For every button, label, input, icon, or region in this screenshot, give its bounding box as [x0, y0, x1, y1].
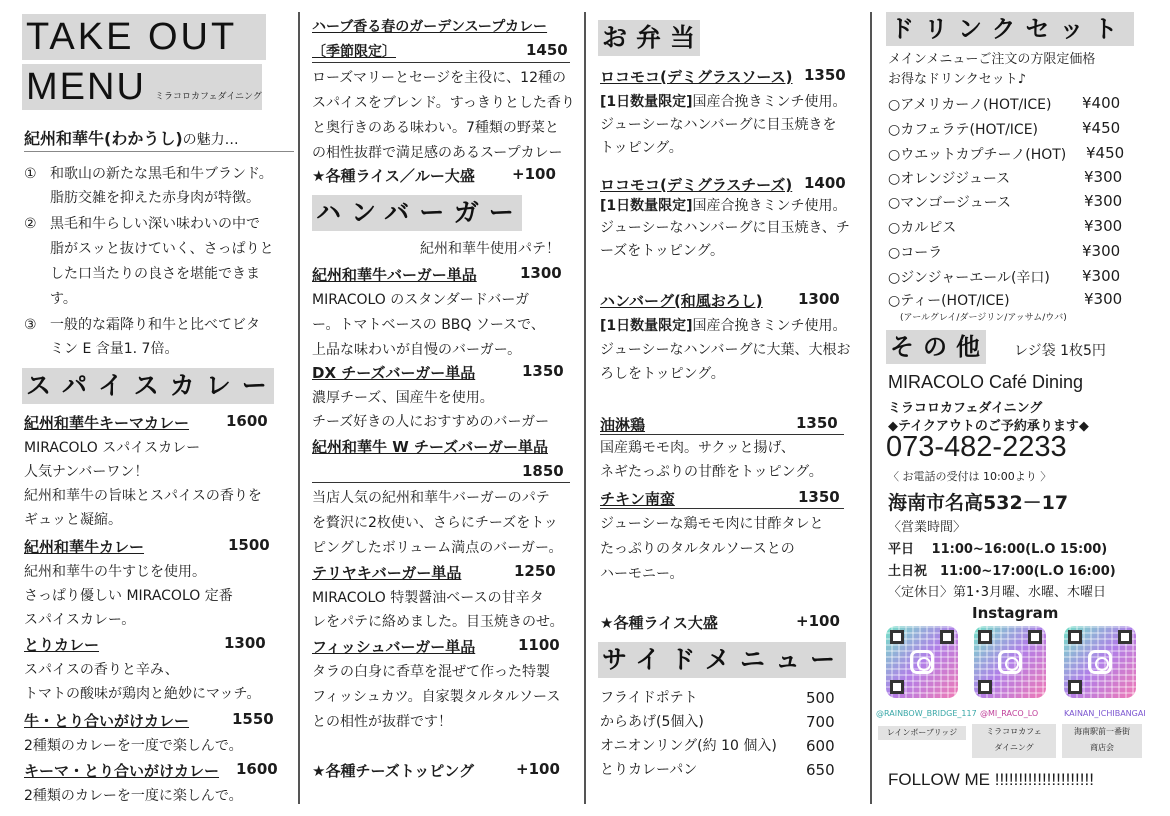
- drink-name: ○オレンジジュース: [888, 171, 1011, 187]
- side-item-price: 600: [806, 737, 835, 755]
- qr-finder: [890, 630, 904, 644]
- drink-name: ○カルピス: [888, 220, 957, 236]
- menu-item-desc: スパイスの香りと辛み、: [24, 662, 179, 678]
- title-menu-text: MENU: [26, 66, 146, 108]
- menu-item-desc: スパイスをブレンド。すっきりとした香り: [312, 95, 575, 111]
- menu-item-name: 紀州和華牛カレー: [24, 538, 145, 556]
- qr-finder: [1028, 630, 1042, 644]
- menu-item-price: 1250: [514, 562, 556, 580]
- menu-item-underline: [600, 434, 844, 435]
- qr-caption-line: 商店会: [1090, 743, 1114, 752]
- instagram-qr-code[interactable]: [974, 626, 1046, 698]
- soup-curry-underline: [312, 62, 570, 63]
- qr-caption-line: 海南駅前一番街: [1074, 727, 1130, 736]
- instagram-icon: [1088, 650, 1112, 674]
- menu-item-name: キーマ・とり合いがけカレー: [24, 762, 220, 780]
- menu-item-name: ハンバーグ(和風おろし): [600, 292, 763, 310]
- hours-weekday: 平日 11:00~16:00(L.O 15:00): [888, 542, 1108, 557]
- desc-text: 国産合挽きミンチ使用。: [692, 198, 847, 214]
- side-item-price: 650: [806, 761, 835, 779]
- title-subtitle: ミラコロカフェダイニング: [155, 92, 262, 102]
- menu-item-price: 1600: [236, 760, 278, 778]
- qr-caption: [1062, 724, 1142, 758]
- drink-name: ○ティー(HOT/ICE): [888, 293, 1010, 309]
- menu-item-desc: 2種類のカレーを一度で楽しんで。: [24, 738, 243, 754]
- menu-item-desc: ー。トマトベースの BBQ ソースで、: [312, 317, 545, 333]
- bag-fee-note: レジ袋 1枚5円: [1014, 343, 1106, 359]
- menu-item-desc: ローズマリーとセージを主役に、12種の: [312, 70, 566, 86]
- bento-rice-price: +100: [796, 612, 840, 630]
- qr-finder: [940, 630, 954, 644]
- point-line: ミン E 含量1. 7倍。: [50, 341, 179, 357]
- shop-name: MIRACOLO Café Dining: [888, 372, 1084, 392]
- menu-item-price: 1100: [518, 636, 560, 654]
- qr-handle: KAINAN_ICHIBANGAI: [1064, 709, 1146, 718]
- drink-name: ○コーラ: [888, 245, 943, 261]
- shop-address: 海南市名高532－17: [888, 492, 1069, 514]
- menu-item-desc: さっぱり優しい MIRACOLO 定番: [24, 588, 233, 604]
- point-line: 和歌山の新たな黒毛和牛ブランド。: [50, 166, 273, 182]
- menu-item-desc: ーズをトッピング。: [600, 243, 725, 259]
- drink-price: ¥300: [1084, 168, 1123, 186]
- qr-finder: [978, 680, 992, 694]
- menu-item-name: DX チーズバーガー単品: [312, 364, 476, 382]
- section-header-spice-curry: スパイスカレー: [22, 368, 274, 404]
- side-item-price: 700: [806, 713, 835, 731]
- menu-item-desc: ジューシーなハンバーグに大葉、大根お: [600, 342, 851, 358]
- drink-price: ¥300: [1084, 192, 1123, 210]
- wagyu-heading-title: 紀州和華牛(わかうし): [24, 129, 183, 148]
- section-header-hamburger: ハンバーガー: [312, 195, 522, 231]
- instagram-qr-code[interactable]: [1064, 626, 1136, 698]
- menu-item-desc: ジューシーな鶏モモ肉に甘酢タレと: [600, 516, 824, 532]
- menu-item-desc: ピングしたボリューム満点のバーガー。: [312, 540, 563, 556]
- menu-item-desc: と奥行きのある味わい。7種類の野菜と: [312, 120, 559, 136]
- side-item-name: オニオンリング(約 10 個入): [600, 738, 777, 754]
- menu-item-desc: フィッシュカツ。自家製タルタルソース: [312, 689, 561, 705]
- wagyu-point-3: [24, 313, 260, 357]
- qr-handle: @RAINBOW_BRIDGE_117: [876, 709, 977, 718]
- menu-item-desc: 紀州和華牛の旨味とスパイスの香りを: [24, 488, 262, 504]
- menu-item-desc: MIRACOLO 特製醤油ベースの甘辛タ: [312, 590, 544, 606]
- drink-name: ○ジンジャーエール(辛口): [888, 270, 1050, 286]
- menu-item-desc: チーズ好きの人におすすめのバーガー: [312, 414, 550, 430]
- point-line: 脂がスッと抜けていく、さっぱりと: [50, 241, 274, 257]
- follow-me-text: FOLLOW ME !!!!!!!!!!!!!!!!!!!!!: [888, 770, 1094, 789]
- column-divider: [870, 12, 872, 804]
- drink-price: ¥300: [1082, 242, 1121, 260]
- menu-item-name: 牛・とり合いがけカレー: [24, 712, 190, 730]
- instagram-qr-code[interactable]: [886, 626, 958, 698]
- menu-item-underline: [312, 482, 570, 483]
- menu-item-price: 1300: [520, 264, 562, 282]
- menu-item-name: フィッシュバーガー単品: [312, 638, 476, 656]
- point-line: す。: [50, 291, 77, 307]
- menu-item-price: 1300: [798, 290, 840, 308]
- side-item-price: 500: [806, 689, 835, 707]
- drink-name: ○マンゴージュース: [888, 195, 1011, 211]
- wagyu-heading-underline: [24, 151, 294, 152]
- closed-days: 〈定休日〉第1･3月曜、水曜、木曜日: [888, 585, 1107, 600]
- qr-finder: [1068, 630, 1082, 644]
- point-line: 脂肪交雑を抑えた赤身肉が特徴。: [50, 190, 260, 206]
- qr-caption: レインボーブリッジ: [878, 726, 966, 740]
- menu-item-desc: 濃厚チーズ、国産牛を使用。: [312, 390, 494, 406]
- title-menu: [22, 64, 262, 110]
- takeout-reservation-note: ◆テイクアウトのご予約承ります◆: [888, 419, 1089, 434]
- drink-name: ○カフェラテ(HOT/ICE): [888, 122, 1039, 138]
- wagyu-point-2: [24, 212, 274, 307]
- menu-item-price: 1300: [224, 634, 266, 652]
- drink-price: ¥400: [1082, 94, 1121, 112]
- drink-name: ○ウエットカプチーノ(HOT): [888, 147, 1067, 163]
- menu-item-desc: たっぷりのタルタルソースとの: [600, 541, 795, 557]
- menu-item-desc: スパイスカレー。: [24, 612, 136, 628]
- menu-item-price: 1500: [228, 536, 270, 554]
- menu-item-desc: [600, 90, 847, 114]
- hours-label: 〈営業時間〉: [888, 520, 967, 535]
- drink-price: ¥300: [1082, 267, 1121, 285]
- tea-varieties-note: (アールグレイ/ダージリン/アッサム/ウバ): [900, 313, 1067, 323]
- desc-text: 国産合挽きミンチ使用。: [692, 94, 847, 110]
- menu-item-price: 1350: [522, 362, 564, 380]
- limited-tag: [1日数量限定]: [600, 198, 693, 214]
- phone-number[interactable]: 073-482-2233: [886, 431, 1067, 463]
- menu-item-desc: トマトの酸味が鶏肉と絶妙にマッチ。: [24, 686, 261, 702]
- drink-name: ○アメリカーノ(HOT/ICE): [888, 97, 1052, 113]
- menu-item-desc: 当店人気の紀州和華牛バーガーのパテ: [312, 490, 550, 506]
- drink-note: メインメニューご注文の方限定価格: [888, 52, 1096, 67]
- instagram-icon: [998, 650, 1022, 674]
- menu-item-name: 油淋鶏: [600, 416, 646, 434]
- menu-item-price: 1600: [226, 412, 268, 430]
- point-mark: ②: [24, 216, 37, 232]
- desc-text: 国産合挽きミンチ使用。: [692, 318, 847, 334]
- point-mark: ③: [24, 317, 37, 333]
- menu-item-desc: [600, 194, 847, 218]
- point-mark: ①: [24, 166, 37, 182]
- menu-item-name: 紀州和華牛キーマカレー: [24, 414, 190, 432]
- wagyu-heading-suffix: の魅力…: [182, 132, 239, 148]
- menu-item-desc: 人気ナンバーワン！: [24, 464, 149, 480]
- menu-item-underline: [600, 508, 844, 509]
- column-divider: [298, 12, 300, 804]
- menu-item-name: ロコモコ(デミグラスチーズ): [600, 176, 793, 194]
- menu-item-price: 1350: [804, 66, 846, 84]
- menu-item-desc: 紀州和華牛の牛すじを使用。: [24, 564, 206, 580]
- menu-item-desc: タラの白身に香草を混ぜて作った特製: [312, 664, 550, 680]
- menu-item-price: 1850: [522, 462, 564, 480]
- side-item-name: フライドポテト: [600, 690, 698, 706]
- wagyu-point-1: [24, 162, 273, 206]
- section-header-side-menu: サイドメニュー: [598, 642, 846, 678]
- shop-name-kana: ミラコロカフェダイニング: [888, 401, 1043, 416]
- menu-item-desc: MIRACOLO のスタンダードバーガ: [312, 292, 530, 308]
- menu-item-desc: [600, 314, 847, 338]
- menu-item-name: チキン南蛮: [600, 490, 675, 508]
- menu-item-name: テリヤキバーガー単品: [312, 564, 462, 582]
- menu-item-price: 1350: [796, 414, 838, 432]
- rice-option-note: ★各種ライス／ルー大盛: [312, 167, 475, 185]
- bento-rice-note: ★各種ライス大盛: [600, 614, 718, 632]
- qr-finder: [1118, 630, 1132, 644]
- menu-item-desc: ジューシーなハンバーグに目玉焼き、チ: [600, 220, 850, 236]
- rice-option-price: +100: [512, 165, 556, 183]
- qr-finder: [890, 680, 904, 694]
- menu-item-desc: 上品な味わいが自慢のバーガー。: [312, 342, 522, 358]
- qr-caption: [972, 724, 1056, 758]
- menu-item-price: 1400: [804, 174, 846, 192]
- point-line: 一般的な霜降り和牛と比べてビタ: [50, 317, 260, 333]
- menu-item-desc: ハーモニー。: [600, 566, 684, 582]
- drink-price: ¥450: [1082, 119, 1121, 137]
- menu-item-name: 紀州和華牛 W チーズバーガー単品: [312, 438, 548, 456]
- section-header-other: その他: [886, 330, 986, 364]
- instagram-label: Instagram: [972, 604, 1059, 622]
- soup-curry-price: 1450: [526, 41, 568, 59]
- phone-hours-note: 〈 お電話の受付は 10:00より 〉: [888, 470, 1052, 483]
- menu-item-name: ロコモコ(デミグラスソース): [600, 68, 793, 86]
- menu-item-desc: レをパテに絡めました。目玉焼きのせ。: [312, 614, 564, 630]
- menu-item-desc: ジューシーなハンバーグに目玉焼きを: [600, 117, 837, 133]
- menu-item-desc: 国産鶏モモ肉。サクッと揚げ、: [600, 440, 795, 456]
- qr-caption-line: ミラコロカフェ: [986, 727, 1042, 736]
- qr-finder: [978, 630, 992, 644]
- soup-curry-season: 〔季節限定〕: [312, 44, 396, 60]
- cheese-topping-note: ★各種チーズトッピング: [312, 762, 474, 780]
- menu-item-desc: を贅沢に2枚使い、さらにチーズをトッ: [312, 515, 558, 531]
- menu-item-desc: の相性抜群で満足感のあるスープカレー: [312, 145, 563, 161]
- menu-item-desc: との相性が抜群です！: [312, 714, 452, 730]
- point-line: 黒毛和牛らしい深い味わいの中で: [50, 216, 260, 232]
- instagram-icon: [910, 650, 934, 674]
- menu-item-desc: 2種類のカレーを一度に楽しんで。: [24, 788, 243, 804]
- limited-tag: [1日数量限定]: [600, 94, 693, 110]
- soup-curry-name: ハーブ香る春のガーデンスープカレー: [312, 19, 548, 35]
- menu-item-name: 紀州和華牛バーガー単品: [312, 266, 477, 284]
- limited-tag: [1日数量限定]: [600, 318, 693, 334]
- menu-item-desc: トッピング。: [600, 140, 683, 156]
- section-header-drink-set: ドリンクセット: [886, 12, 1134, 46]
- menu-item-name: とりカレー: [24, 636, 100, 654]
- side-item-name: からあげ(5個入): [600, 714, 704, 730]
- qr-finder: [1068, 680, 1082, 694]
- menu-item-price: 1550: [232, 710, 274, 728]
- wagyu-heading: [24, 126, 239, 149]
- menu-item-desc: ろしをトッピング。: [600, 366, 725, 382]
- menu-item-desc: ギュッと凝縮。: [24, 512, 122, 528]
- burger-patty-note: 紀州和華牛使用パテ！: [420, 241, 560, 257]
- menu-item-desc: MIRACOLO スパイスカレー: [24, 440, 201, 456]
- side-item-name: とりカレーパン: [600, 762, 698, 778]
- title-take-out: TAKE OUT: [22, 14, 266, 60]
- menu-item-desc: ネギたっぷりの甘酢をトッピング。: [600, 464, 823, 480]
- drink-price: ¥450: [1086, 144, 1125, 162]
- cheese-topping-price: +100: [516, 760, 560, 778]
- drink-price: ¥300: [1084, 217, 1123, 235]
- section-header-bento: お弁当: [598, 20, 700, 56]
- qr-caption-line: ダイニング: [994, 743, 1034, 752]
- drink-note: お得なドリンクセット♪: [888, 72, 1027, 87]
- column-divider: [584, 12, 586, 804]
- qr-handle: @MI_RACO_LO: [980, 709, 1039, 718]
- menu-item-price: 1350: [798, 488, 840, 506]
- hours-weekend: 土日祝 11:00~17:00(L.O 16:00): [888, 564, 1116, 579]
- drink-price: ¥300: [1084, 290, 1123, 308]
- point-line: した口当たりの良さを堪能できま: [50, 266, 260, 282]
